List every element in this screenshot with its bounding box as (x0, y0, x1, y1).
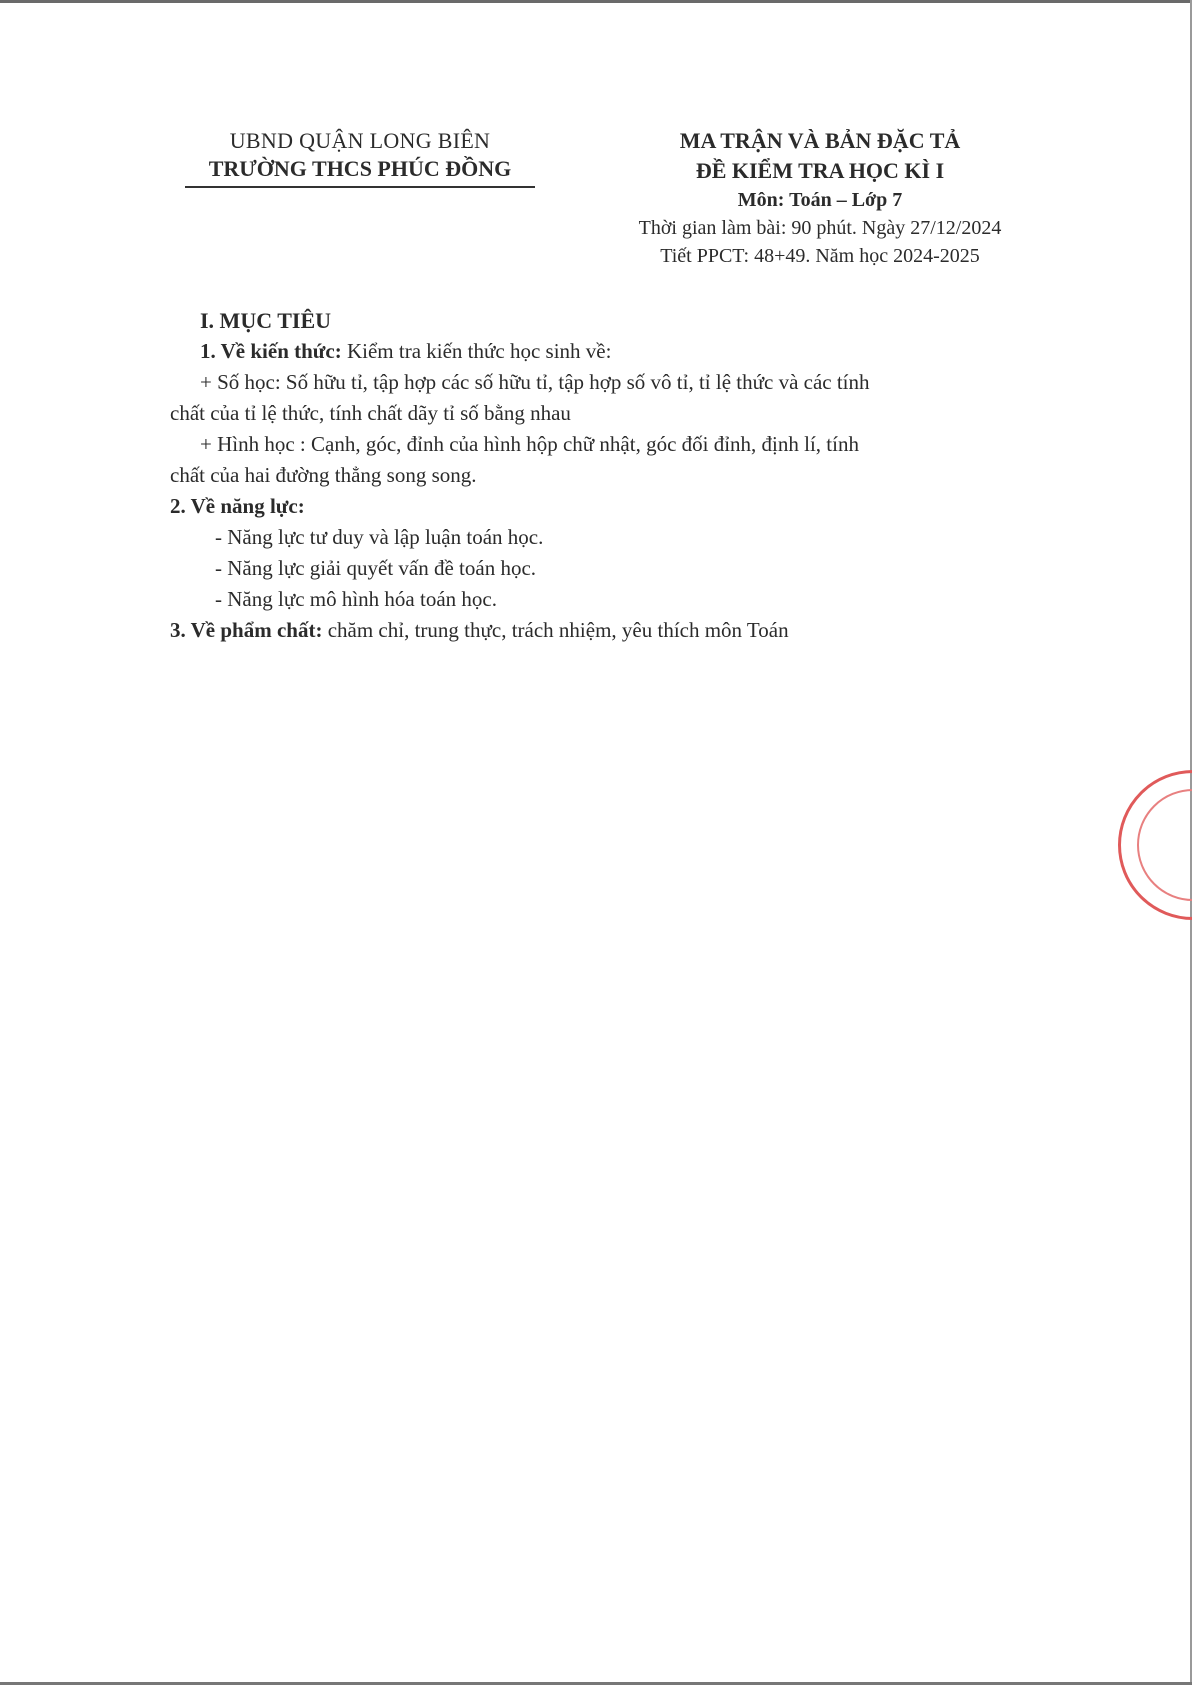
geometry-line-2: chất của hai đường thẳng song song. (170, 463, 477, 487)
competence-item: - Năng lực giải quyết vấn đề toán học. (215, 556, 537, 580)
header-right (560, 126, 1080, 270)
quality-text: chăm chỉ, trung thực, trách nhiệm, yêu thích môn Toán (327, 618, 789, 642)
objectives-heading: I. MỤC TIÊU (200, 308, 332, 333)
knowledge-intro: Kiểm tra kiến thức học sinh về: (346, 339, 612, 363)
quality-label: 3. Về phẩm chất: (170, 618, 323, 642)
agency-name: UBND QUẬN LONG BIÊN (229, 128, 491, 153)
subject-line: Môn: Toán – Lớp 7 (737, 189, 903, 211)
doc-title-line1: MA TRẬN VÀ BẢN ĐẶC TẢ (679, 128, 961, 153)
knowledge-label: 1. Về kiến thức: (200, 339, 342, 363)
arithmetic-line-2: chất của tỉ lệ thức, tính chất dãy tỉ số bằng nhau (170, 401, 571, 425)
exam-period: Tiết PPCT: 48+49. Năm học 2024-2025 (660, 245, 980, 267)
competence-item: - Năng lực mô hình hóa toán học. (215, 587, 497, 611)
red-seal-stamp (1118, 770, 1192, 920)
scan-edge-top (0, 0, 1192, 3)
knowledge-line (170, 336, 1110, 367)
competence-label: 2. Về năng lực: (170, 494, 305, 518)
exam-time: Thời gian làm bài: 90 phút. Ngày 27/12/2024 (638, 217, 1002, 239)
arithmetic-line-1: + Số học: Số hữu tỉ, tập hợp các số hữu tỉ, tập hợp số vô tỉ, tỉ lệ thức và các tính (200, 370, 870, 394)
school-underline (185, 186, 535, 188)
school-name: TRƯỜNG THCS PHÚC ĐỒNG (208, 156, 512, 181)
doc-title-line2: ĐỀ KIỂM TRA HỌC KÌ I (695, 158, 945, 183)
competence-item: - Năng lực tư duy và lập luận toán học. (215, 525, 544, 549)
header-left (170, 128, 550, 188)
quality-line (170, 615, 1110, 646)
objectives-section (170, 305, 1110, 646)
geometry-line-1: + Hình học : Cạnh, góc, đỉnh của hình hộp chữ nhật, góc đối đỉnh, định lí, tính (200, 432, 859, 456)
